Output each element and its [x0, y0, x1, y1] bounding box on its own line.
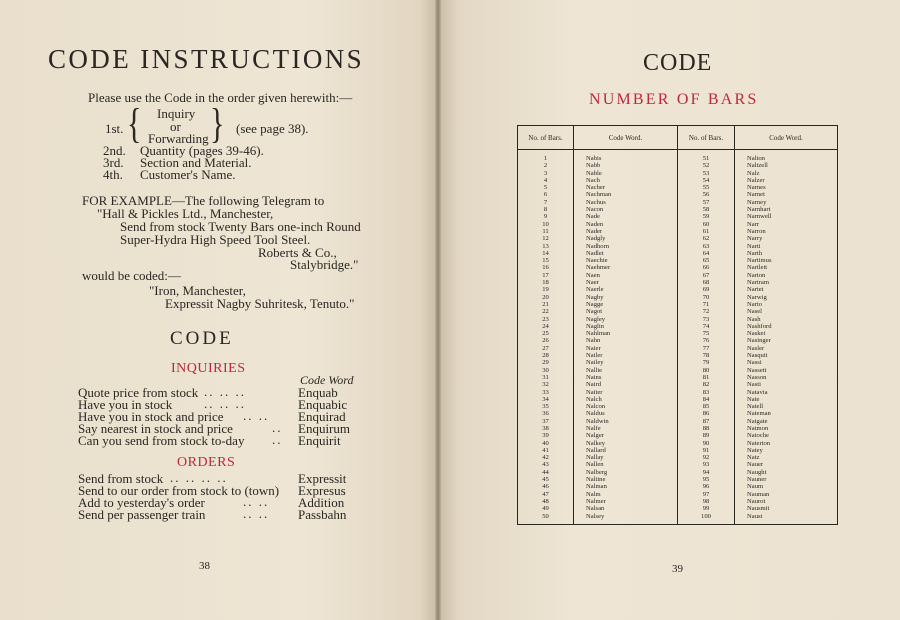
bars-number: 52 [702, 162, 710, 170]
bars-number: 46 [542, 483, 549, 491]
telegram-sign-1: Roberts & Co., [258, 245, 337, 260]
order-phrase-4: Send per passenger train [78, 507, 206, 522]
bars-number: 21 [542, 300, 549, 308]
code-word: Nadlet [586, 249, 604, 257]
inquiry-word-3: Enquirad [298, 409, 346, 424]
bars-number: 19 [542, 286, 549, 294]
bars-number: 45 [542, 476, 549, 484]
code-word: Naiter [586, 388, 603, 396]
bars-number: 31 [542, 373, 549, 381]
bars-number: 43 [542, 461, 549, 469]
inquiry-phrase-5: Can you send from stock to-day [78, 433, 245, 448]
code-word: Nartimus [747, 257, 772, 265]
code-word: Nains [586, 373, 602, 381]
bars-number: 80 [702, 366, 710, 374]
code-word: Nader [586, 227, 603, 235]
bars-number: 86 [702, 410, 710, 418]
code-word: Nach [586, 176, 600, 184]
bars-number: 73 [702, 315, 710, 323]
order-text-3: Section and Material. [140, 155, 252, 170]
code-word: Nachus [586, 198, 606, 206]
bars-number: 60 [702, 220, 710, 228]
bars-number: 92 [702, 454, 710, 462]
code-word: Nalmer [586, 497, 606, 505]
order-phrase-3: Add to yesterday's order [78, 495, 205, 510]
inquiry-word-2: Enquabic [298, 397, 348, 412]
intro-text: Please use the Code in the order given herewith:— [88, 90, 353, 105]
code-word: Natell [747, 403, 764, 411]
code-word: Nasler [747, 344, 765, 352]
bars-number: 94 [702, 468, 710, 476]
bars-number: 88 [702, 424, 710, 432]
bars-number: 87 [702, 417, 710, 425]
telegram-line-3: Super-Hydra High Speed Tool Steel. [120, 232, 311, 247]
code-word: Nallie [586, 366, 603, 374]
code-word: Nauman [747, 490, 770, 498]
bars-number: 47 [542, 490, 549, 498]
bars-number: 16 [542, 264, 549, 272]
code-word: Naer [586, 279, 599, 287]
code-word: Natavia [747, 388, 768, 396]
bars-number: 28 [542, 352, 549, 360]
code-word: Nassett [747, 366, 767, 374]
code-word: Nausmit [747, 505, 770, 513]
bars-number: 1 [543, 155, 548, 162]
code-word: Nalch [586, 395, 602, 403]
right-brace: } [210, 101, 225, 148]
bars-number: 18 [542, 279, 549, 287]
bars-number: 98 [702, 497, 710, 505]
code-word: Naum [747, 483, 764, 491]
order-text-2: Quantity (pages 39-46). [140, 143, 264, 158]
bars-number: 93 [702, 461, 710, 469]
bars-number: 100 [701, 512, 711, 520]
order-first-note: (see page 38). [236, 121, 309, 136]
bars-number: 58 [702, 206, 710, 214]
code-word: Nadhorn [586, 242, 610, 250]
code-word: Naust [747, 512, 763, 520]
code-word: Narth [747, 249, 763, 257]
code-word: Nabb [586, 162, 601, 170]
code-word: Nalsan [586, 505, 605, 513]
bars-number: 66 [702, 264, 710, 272]
bars-number: 50 [542, 512, 549, 520]
bars-number: 64 [702, 249, 710, 257]
bars-number: 3 [543, 169, 548, 177]
bars-number: 69 [702, 286, 710, 294]
bars-number: 74 [702, 322, 710, 330]
bars-number: 14 [542, 249, 549, 257]
bars-number: 96 [702, 483, 710, 491]
code-word: Nagby [586, 293, 604, 301]
code-word: Naier [586, 344, 601, 352]
code-word: Naen [586, 271, 600, 279]
inquiry-word-1: Enquab [298, 385, 338, 400]
right-page-title: CODE [643, 50, 713, 76]
telegram-line-1: "Hall & Pickles Ltd., Manchester, [97, 206, 274, 221]
bars-number: 99 [702, 505, 710, 513]
code-word: Narron [747, 227, 766, 235]
inquiry-dots-4: .. [272, 420, 283, 435]
number-of-bars-table [517, 125, 838, 525]
bars-number: 79 [702, 359, 710, 367]
bars-numbers-column-1 [518, 150, 574, 525]
bars-number: 91 [702, 446, 710, 454]
code-word: Narti [747, 242, 761, 250]
bars-number: 15 [542, 257, 549, 265]
inquiry-dots-1: .. .. .. [204, 384, 246, 399]
bars-number: 35 [542, 403, 549, 411]
bars-number: 77 [702, 344, 710, 352]
code-word: Narnet [747, 191, 765, 199]
left-page-number: 38 [199, 560, 210, 572]
bars-number: 84 [702, 395, 710, 403]
bars-number: 22 [542, 308, 549, 316]
code-word: Natey [747, 446, 763, 454]
code-word: Naltzell [747, 162, 768, 170]
header-code-word-2: Code Word. [735, 126, 838, 150]
bars-number: 32 [542, 381, 549, 389]
code-word: Nallen [586, 461, 604, 469]
page-title: CODE INSTRUCTIONS [48, 44, 365, 74]
code-word-heading: Code Word [300, 373, 354, 387]
code-heading: CODE [170, 328, 234, 349]
table-header-row [518, 126, 838, 150]
code-word: Nabis [586, 155, 602, 162]
code-word: Narnhart [747, 206, 771, 214]
code-word: Nasinger [747, 337, 771, 345]
bars-number: 11 [542, 227, 549, 235]
code-word: Nartram [747, 279, 769, 287]
bars-number: 90 [702, 439, 710, 447]
bars-number: 63 [702, 242, 710, 250]
code-word: Naldwin [586, 417, 609, 425]
bars-numbers-column-2 [678, 150, 735, 525]
inquiry-dots-2: .. .. .. [204, 396, 246, 411]
code-word: Nacon [586, 206, 604, 214]
bars-number: 81 [702, 373, 710, 381]
bars-number: 83 [702, 388, 710, 396]
code-word: Nahlman [586, 330, 611, 338]
bars-number: 44 [542, 468, 549, 476]
code-word: Nasti [747, 381, 761, 389]
code-words-column-1 [574, 150, 678, 525]
bars-number: 9 [543, 213, 548, 221]
code-word: Nahn [586, 337, 601, 345]
header-code-word-1: Code Word. [574, 126, 678, 150]
bars-number: 97 [702, 490, 710, 498]
order-dots-3: .. .. [243, 494, 270, 509]
code-word: Nate [747, 395, 760, 403]
header-no-of-bars-2: No. of Bars. [678, 126, 735, 150]
code-word: Narry [747, 235, 763, 243]
bars-number: 78 [702, 352, 710, 360]
bars-number: 42 [542, 454, 549, 462]
code-word: Nallay [586, 454, 604, 462]
coded-label: would be coded:— [82, 268, 181, 283]
code-word: Naltine [586, 476, 606, 484]
code-word: Nable [586, 169, 602, 177]
bars-number: 27 [542, 344, 549, 352]
bars-number: 25 [542, 330, 549, 338]
bars-number: 48 [542, 497, 549, 505]
code-word: Nalberg [586, 468, 608, 476]
bars-number: 62 [702, 235, 710, 243]
code-word: Narton [747, 271, 766, 279]
code-word: Narnes [747, 184, 766, 192]
inquiry-phrase-3: Have you in stock and price [78, 409, 224, 424]
code-word: Nartet [747, 286, 764, 294]
order-dots-1: .. .. .. .. [170, 470, 228, 485]
bars-number: 17 [542, 271, 549, 279]
order-option-forwarding: Forwarding [148, 131, 209, 146]
code-word: Nalm [586, 490, 601, 498]
right-page-number: 39 [672, 563, 683, 575]
code-word: Naterton [747, 439, 771, 447]
code-word: Naird [586, 381, 602, 389]
code-word: Nalman [586, 483, 607, 491]
bars-number: 85 [702, 403, 710, 411]
code-word: Nassi [747, 359, 762, 367]
code-word: Nalger [586, 432, 604, 440]
code-word: Nalzer [747, 176, 765, 184]
code-word: Narney [747, 198, 767, 206]
bars-number: 57 [702, 198, 710, 206]
code-word: Natgate [747, 417, 768, 425]
bars-number: 76 [702, 337, 710, 345]
code-word: Nalfe [586, 424, 601, 432]
order-word-4: Passbahn [298, 507, 347, 522]
order-num-2: 2nd. [103, 143, 126, 158]
inquiry-dots-5: .. [272, 432, 283, 447]
bars-number: 38 [542, 424, 549, 432]
code-word: Nachman [586, 191, 612, 199]
inquiry-word-5: Enquirit [298, 433, 341, 448]
inquiry-phrase-2: Have you in stock [78, 397, 173, 412]
header-no-of-bars-1: No. of Bars. [518, 126, 574, 150]
bars-number: 49 [542, 505, 549, 513]
code-word: Naden [586, 220, 604, 228]
code-word: Nasket [747, 330, 766, 338]
code-word: Naldus [586, 410, 605, 418]
code-word: Nadgly [586, 235, 606, 243]
bars-number: 68 [702, 279, 710, 287]
code-word: Narnwell [747, 213, 772, 221]
bars-number: 5 [543, 184, 548, 192]
bars-number: 89 [702, 432, 710, 440]
code-word: Nade [586, 213, 600, 221]
right-page-subtitle: NUMBER OF BARS [589, 91, 759, 108]
bars-number: 13 [542, 242, 549, 250]
bars-number: 34 [542, 395, 549, 403]
bars-number: 71 [702, 300, 710, 308]
code-word: Nalz [747, 169, 760, 177]
table-body-row [518, 150, 838, 525]
code-word: Nasson [747, 373, 767, 381]
code-word: Nagot [586, 308, 603, 316]
book-gutter [435, 0, 441, 620]
order-option-inquiry: Inquiry [157, 106, 196, 121]
code-word: Nateman [747, 410, 771, 418]
code-word: Nauer [747, 461, 764, 469]
bars-number: 20 [542, 293, 549, 301]
code-word: Naurot [747, 497, 766, 505]
code-word: Nashford [747, 322, 772, 330]
order-phrase-1: Send from stock [78, 471, 164, 486]
bars-number: 75 [702, 330, 710, 338]
bars-number: 61 [702, 227, 710, 235]
bars-number: 24 [542, 322, 549, 330]
bars-number: 41 [542, 446, 549, 454]
code-word: Naught [747, 468, 767, 476]
example-lead: FOR EXAMPLE—The following Telegram to [82, 193, 325, 208]
left-brace: { [127, 101, 142, 148]
code-word: Narwig [747, 293, 767, 301]
coded-line-2: Expressit Nagby Suhritesk, Tenuto." [165, 296, 355, 311]
code-word: Natoche [747, 432, 769, 440]
bars-number: 53 [702, 169, 710, 177]
code-word: Natmon [747, 424, 769, 432]
code-word: Nasel [747, 308, 763, 316]
order-num-4: 4th. [103, 167, 123, 182]
order-word-2: Expresus [298, 483, 346, 498]
bars-number: 26 [542, 337, 549, 345]
code-word: Narto [747, 300, 763, 308]
bars-number: 33 [542, 388, 549, 396]
code-word: Nauner [747, 476, 767, 484]
bars-number: 51 [702, 155, 710, 162]
bars-number: 82 [702, 381, 710, 389]
bars-number: 95 [702, 476, 710, 484]
bars-number: 7 [543, 198, 548, 206]
code-word: Nalkey [586, 439, 606, 447]
code-word: Nailer [586, 352, 603, 360]
order-first-label: 1st. [105, 121, 124, 136]
code-word: Naerle [586, 286, 604, 294]
order-text-4: Customer's Name. [140, 167, 236, 182]
bars-number: 36 [542, 410, 549, 418]
inquiry-word-4: Enquirum [298, 421, 350, 436]
code-word: Nalsey [586, 512, 605, 520]
bars-number: 59 [702, 213, 710, 221]
coded-line-1: "Iron, Manchester, [149, 283, 246, 298]
bars-number: 29 [542, 359, 549, 367]
bars-number: 30 [542, 366, 549, 374]
bars-number: 37 [542, 417, 549, 425]
bars-number: 8 [543, 206, 548, 214]
code-word: Naehmer [586, 264, 611, 272]
bars-number: 10 [542, 220, 549, 228]
bars-number: 23 [542, 315, 549, 323]
order-num-3: 3rd. [103, 155, 124, 170]
code-word: Nacher [586, 184, 606, 192]
telegram-sign-2: Stalybridge." [290, 257, 359, 272]
inquiry-dots-3: .. .. [243, 408, 270, 423]
code-word: Naechie [586, 257, 608, 265]
bars-number: 67 [702, 271, 710, 279]
bars-number: 70 [702, 293, 710, 301]
bars-number: 56 [702, 191, 710, 199]
code-words-column-2 [735, 150, 838, 525]
code-word: Natz [747, 454, 760, 462]
code-word: Nagge [586, 300, 604, 308]
code-word: Nasquit [747, 352, 768, 360]
bars-number: 54 [702, 176, 710, 184]
bars-number: 40 [542, 439, 549, 447]
bars-number: 72 [702, 308, 710, 316]
code-word: Nailey [586, 359, 604, 367]
inquiry-phrase-1: Quote price from stock [78, 385, 199, 400]
bars-number: 4 [543, 176, 548, 184]
code-word: Naglin [586, 322, 604, 330]
order-dots-4: .. .. [243, 506, 270, 521]
code-word: Nalcon [586, 403, 606, 411]
inquiry-phrase-4: Say nearest in stock and price [78, 421, 233, 436]
order-option-or: or [170, 119, 181, 134]
code-word: Nagley [586, 315, 606, 323]
order-word-1: Expressit [298, 471, 347, 486]
bars-number: 6 [543, 191, 548, 199]
telegram-line-2: Send from stock Twenty Bars one-inch Round [120, 219, 361, 234]
bars-number: 12 [542, 235, 549, 243]
bars-number: 39 [542, 432, 549, 440]
code-word: Nalton [747, 155, 765, 162]
orders-heading: ORDERS [177, 455, 236, 470]
code-word: Nartlett [747, 264, 768, 272]
code-word: Narr [747, 220, 760, 228]
inquiries-heading: INQUIRIES [171, 361, 246, 376]
code-word: Nash [747, 315, 761, 323]
code-word: Nallard [586, 446, 606, 454]
order-word-3: Addition [298, 495, 345, 510]
bars-number: 65 [702, 257, 710, 265]
bars-number: 2 [543, 162, 548, 170]
bars-number: 55 [702, 184, 710, 192]
order-phrase-2: Send to our order from stock to (town) [78, 483, 280, 498]
